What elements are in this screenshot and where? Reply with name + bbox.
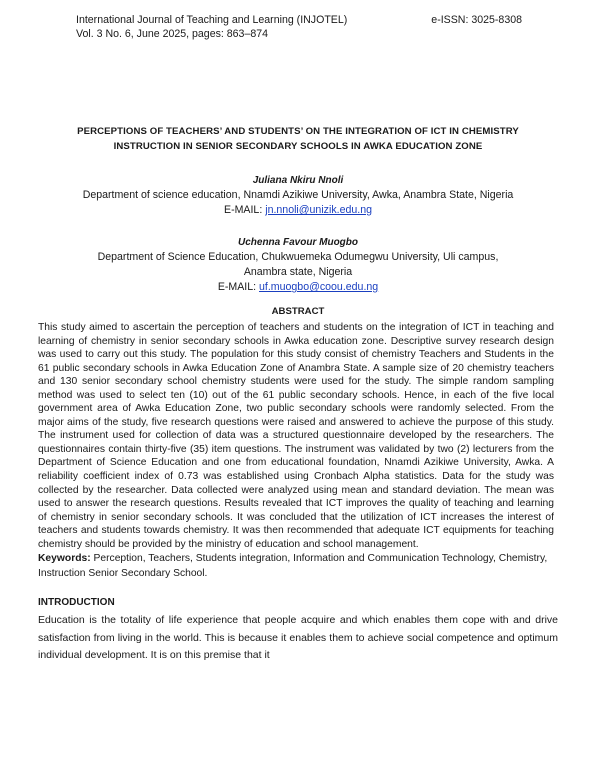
abstract-heading: ABSTRACT bbox=[271, 306, 325, 317]
introduction-text: Education is the totality of life experience that people acquire and which enables them cope with and drive satisfaction from living in the world. This is because it enables them to achieve social competence and optimum individual development. It is on this premise that it bbox=[38, 614, 558, 661]
author-block-1 bbox=[38, 173, 558, 218]
abstract-text: This study aimed to ascertain the perception of teachers and students on the integration of ICT in teaching and learning of chemistry in senior secondary schools in Awka education zone. Descriptive survey research design was used to carry out this study. The population for this study consist of chemistry Teachers and Students in the 61 public secondary schools in Awka Education Zone of Anambra State. A sample size of 20 chemistry teachers and 130 senior secondary school chemistry students were used for the study. The simple random sampling method was used to select ten (10) out of the 61 public secondary schools. Hence, in each of the five local government area of Awka Education Zone, two public secondary schools were randomly selected. From the major aims of the study, five research questions were raised and answered to achieve the purpose of this study. The instrument used for collection of data was a structured questionnaire developed by the researchers. The questionnaires contain thirty-five (35) item questions. The instrument was validated by two (2) lecturers from the Department of Science Education and one from educational foundation, Nnamdi Azikiwe University, Awka. A reliability coefficient index of 0.73 was established using Cronbach Alpha statistics. Data for the study was collected by the researcher. Data collected were analyzed using mean and standard deviation. The mean was used to answer the research questions. Results revealed that ICT improves the quality of teaching and learning of chemistry in senior secondary schools. It was concluded that the utilization of ICT increases the interest of teachers and students towards chemistry. It was then recommended that adequate ICT equipments for teaching chemistry should be provided by the ministry of education and school management. bbox=[38, 322, 554, 550]
issn: e-ISSN: 3025-8308 bbox=[431, 14, 522, 26]
author-affiliation-line-2: Anambra state, Nigeria bbox=[243, 266, 353, 278]
running-header bbox=[38, 0, 558, 53]
author-email-link[interactable]: uf.muogbo@coou.edu.ng bbox=[259, 281, 379, 293]
author-name: Uchenna Favour Muogbo bbox=[238, 237, 358, 248]
author-affiliation-line-1: Department of Science Education, Chukwuemeka Odumegwu University, Uli campus, bbox=[97, 251, 499, 263]
email-label: E-MAIL: bbox=[224, 204, 266, 216]
keywords-label: Keywords: bbox=[38, 553, 91, 565]
author-affiliation: Department of science education, Nnamdi Azikiwe University, Awka, Anambra State, Nigeria bbox=[82, 189, 514, 201]
author-email-link[interactable]: jn.nnoli@unizik.edu.ng bbox=[265, 204, 372, 216]
title-line-1: PERCEPTIONS OF TEACHERS’ AND STUDENTS’ ON THE INTEGRATION OF ICT IN CHEMISTRY bbox=[77, 126, 519, 137]
introduction-heading: INTRODUCTION bbox=[38, 597, 115, 609]
author-name: Juliana Nkiru Nnoli bbox=[252, 175, 344, 186]
title-line-2: INSTRUCTION IN SENIOR SECONDARY SCHOOLS IN AWKA EDUCATION ZONE bbox=[113, 140, 483, 152]
paper-title bbox=[38, 125, 558, 154]
email-label: E-MAIL: bbox=[217, 281, 260, 293]
volume-info: Vol. 3 No. 6, June 2025, pages: 863–874 bbox=[76, 28, 269, 40]
journal-name: International Journal of Teaching and Learning (INJOTEL) bbox=[76, 14, 348, 26]
author-email-line bbox=[38, 280, 558, 295]
author-block-2 bbox=[38, 235, 558, 295]
keywords-text: Perception, Teachers, Students integration, Information and Communication Technology, Chemistry, Instruction Senior Secondary School. bbox=[38, 553, 548, 580]
keywords bbox=[38, 551, 558, 581]
author-email-line bbox=[38, 203, 558, 218]
journal-info bbox=[76, 13, 347, 41]
